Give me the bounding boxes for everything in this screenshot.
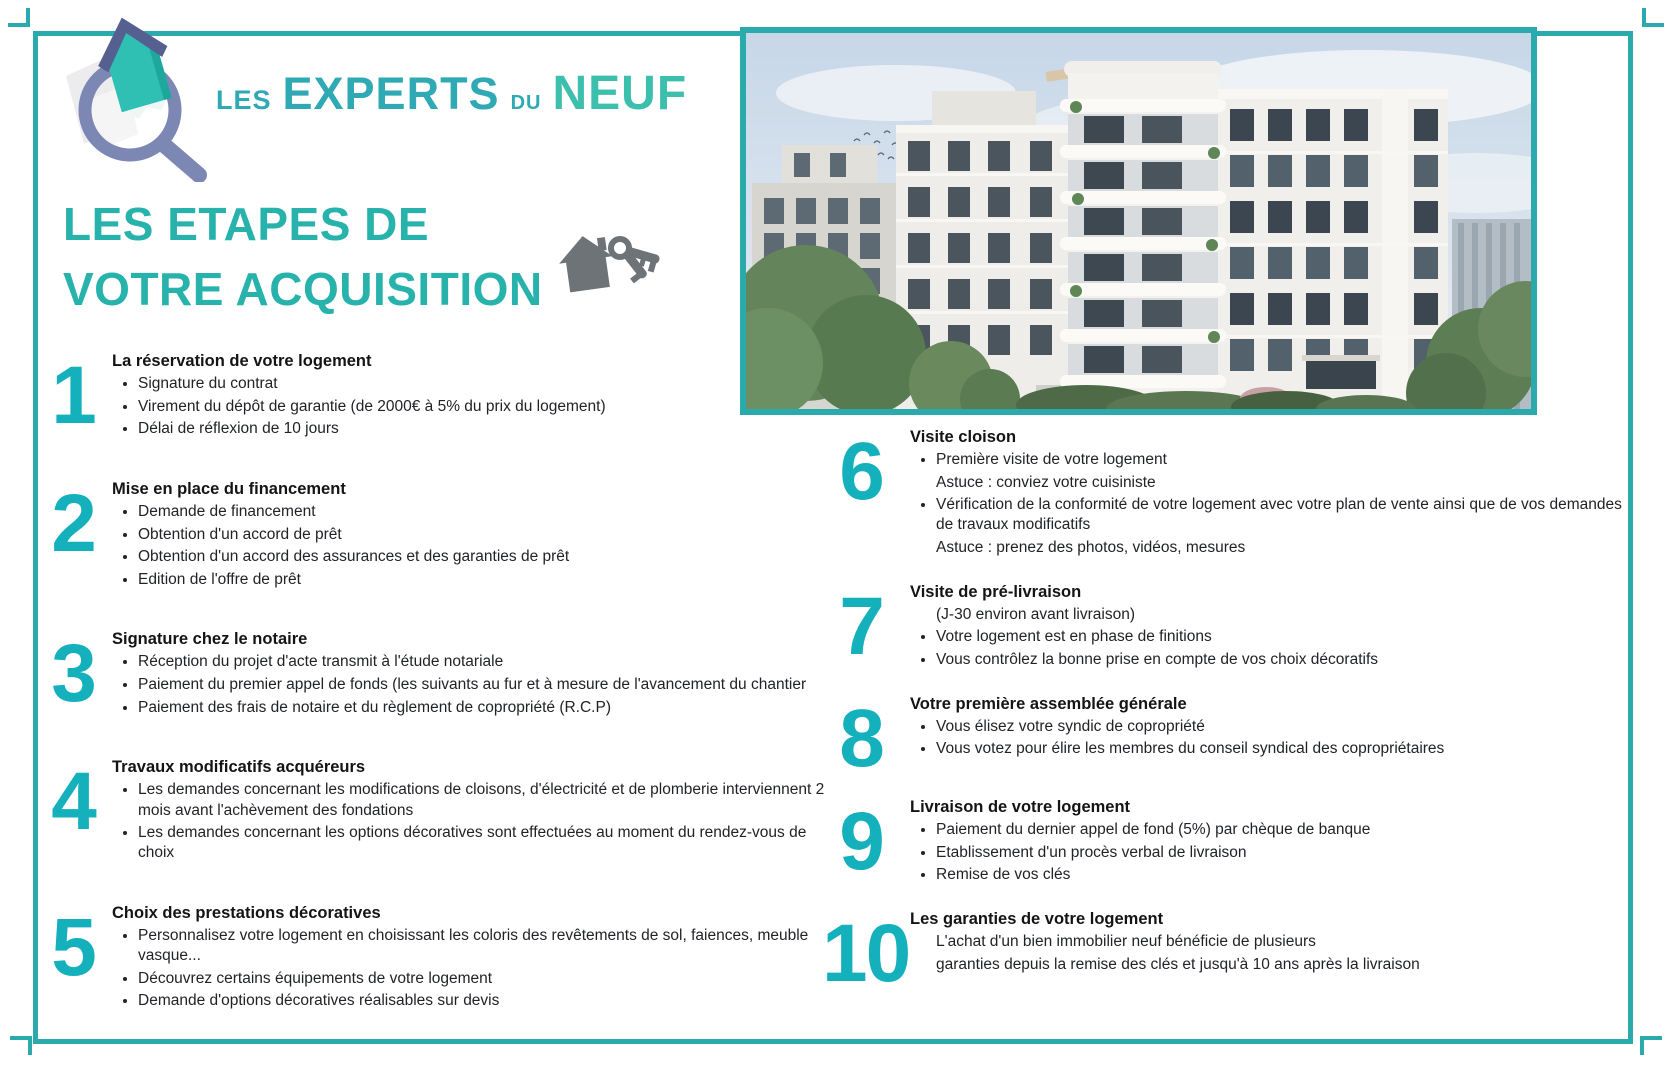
step-items [910, 450, 1622, 558]
step-title: Travaux modificatifs acquéreurs [112, 758, 366, 777]
acquisition-step [44, 901, 828, 1014]
step-title: Les garanties de votre logement [910, 909, 1164, 928]
house-keys-icon [556, 218, 668, 305]
step-bullet-item: • Paiement des frais de notaire et du règlement de copropriété (R.C.P) [138, 698, 828, 718]
brand-du: DU [510, 92, 542, 114]
step-bullet-item: • Paiement du dernier appel de fond (5%) par chèque de banque [936, 820, 1622, 840]
step-bullet-item: • Signature du contrat [138, 374, 828, 394]
step-title: Signature chez le notaire [112, 630, 308, 649]
step-title: Choix des prestations décoratives [112, 903, 381, 922]
page-title-line1: LES ETAPES DE [63, 198, 430, 250]
step-items [910, 932, 1622, 975]
acquisition-step [822, 798, 1622, 888]
step-number: 8 [839, 692, 883, 784]
acquisition-step [44, 352, 828, 442]
step-title: Visite de pré-livraison [910, 582, 1082, 601]
step-note-line: Astuce : prenez des photos, vidéos, mesures [936, 539, 1246, 557]
step-bullet-item: • Vérification de la conformité de votre logement avec votre plan de vente ainsi que de vos demandes de travaux modificatifs [936, 495, 1622, 535]
step-body [102, 480, 828, 593]
building-photo [740, 27, 1537, 415]
corner-mark-top-right [1642, 8, 1664, 27]
acquisition-step [44, 630, 828, 720]
step-bullet-item: • Réception du projet d'acte transmit à l'étude notariale [138, 652, 828, 672]
step-bullet-item: • Vous élisez votre syndic de copropriété [936, 717, 1622, 737]
step-bullet-item: • Les demandes concernant les modifications de cloisons, d'électricité et de plomberie interviennent 2 mois avant l'achèvement des fondations [138, 780, 828, 820]
step-number: 3 [51, 628, 95, 720]
curved-tower [1045, 61, 1226, 409]
entrance [1306, 359, 1376, 389]
acquisition-step [822, 580, 1622, 673]
right-facade [1216, 89, 1448, 409]
step-items [112, 780, 828, 863]
step-bullet-item: • Première visite de votre logement [936, 450, 1622, 470]
step-body [900, 428, 1622, 561]
step-bullet-item: • Edition de l'offre de prêt [138, 570, 828, 590]
step-note-line: (J-30 environ avant livraison) [936, 605, 1136, 623]
step-items [112, 926, 828, 1012]
step-number: 5 [51, 901, 95, 993]
brand-les: LES [216, 85, 272, 115]
step-body [102, 352, 828, 442]
step-bullet-item: • Vous contrôlez la bonne prise en compte de vos choix décoratifs [936, 650, 1622, 670]
magnifier-handle [163, 144, 199, 175]
step-bullet-item: • Etablissement d'un procès verbal de livraison [936, 843, 1622, 863]
house-magnifier-icon [60, 4, 212, 187]
step-bullet-item: • Les demandes concernant les options décoratives sont effectuées au moment du rendez-vous de choix [138, 823, 828, 863]
step-bullet-item: • Remise de vos clés [936, 865, 1622, 885]
step-body [102, 630, 828, 720]
step-body [102, 758, 828, 866]
step-items [910, 605, 1622, 670]
step-bullet-item: • Virement du dépôt de garantie (de 2000€ à 5% du prix du logement) [138, 397, 828, 417]
step-number: 9 [839, 796, 883, 888]
step-bullet-item: • Vous votez pour élire les membres du conseil syndical des copropriétaires [936, 739, 1622, 759]
page-title [63, 192, 543, 323]
step-bullet-item: • Demande d'options décoratives réalisables sur devis [138, 991, 828, 1011]
step-note-line: garanties depuis la remise des clés et jusqu'à 10 ans après la livraison [936, 955, 1420, 973]
step-items [112, 374, 828, 439]
brand-wordmark [216, 66, 687, 121]
step-bullet-item: • Personnalisez votre logement en choisissant les coloris des revêtements de sol, faiences, meuble vasque... [138, 926, 828, 966]
step-body [900, 798, 1622, 888]
step-title: La réservation de votre logement [112, 352, 372, 370]
brand-experts: EXPERTS [282, 68, 500, 119]
step-body [102, 904, 828, 1014]
brand-neuf: NEUF [552, 67, 688, 120]
corner-mark-top-left [8, 8, 30, 27]
step-body [900, 695, 1622, 776]
step-title: Livraison de votre logement [910, 798, 1131, 817]
step-items [910, 717, 1622, 760]
step-title: Mise en place du financement [112, 479, 346, 498]
step-body [900, 583, 1622, 673]
step-bullet-item: • Obtention d'un accord des assurances et des garanties de prêt [138, 547, 828, 567]
corner-mark-bottom-left [10, 1036, 32, 1055]
acquisition-step [822, 907, 1622, 999]
building-rendering-image [746, 33, 1531, 409]
step-number: 7 [839, 580, 883, 672]
step-bullet-item: • Demande de financement [138, 502, 828, 522]
steps-column-right [822, 428, 1622, 1013]
acquisition-step [822, 692, 1622, 784]
step-bullet-item: • Paiement du premier appel de fonds (les suivants au fur et à mesure de l'avancement du chantier [138, 675, 828, 695]
step-items [112, 502, 828, 590]
step-number: 1 [51, 350, 95, 441]
step-items [910, 820, 1622, 885]
step-bullet-item: • Délai de réflexion de 10 jours [138, 419, 828, 439]
acquisition-step [44, 477, 828, 593]
acquisition-step [822, 428, 1622, 561]
step-note-line: Astuce : conviez votre cuisiniste [936, 473, 1156, 491]
step-number: 4 [51, 756, 95, 848]
step-number: 2 [51, 477, 95, 569]
step-number: 10 [822, 907, 910, 999]
step-bullet-item: • Découvrez certains équipements de votre logement [138, 969, 828, 989]
step-note-line: L'achat d'un bien immobilier neuf bénéficie de plusieurs [936, 932, 1316, 950]
step-number: 6 [839, 426, 883, 517]
step-title: Visite cloison [910, 428, 1017, 446]
step-bullet-item: • Obtention d'un accord de prêt [138, 525, 828, 545]
step-title: Votre première assemblée générale [910, 694, 1187, 713]
steps-column-left [44, 352, 828, 1052]
step-items [112, 652, 828, 717]
step-body [900, 910, 1622, 991]
page-title-line2: VOTRE ACQUISITION [63, 263, 543, 316]
acquisition-step [44, 758, 828, 866]
step-bullet-item: • Votre logement est en phase de finitions [936, 627, 1622, 647]
corner-mark-bottom-right [1640, 1036, 1662, 1055]
